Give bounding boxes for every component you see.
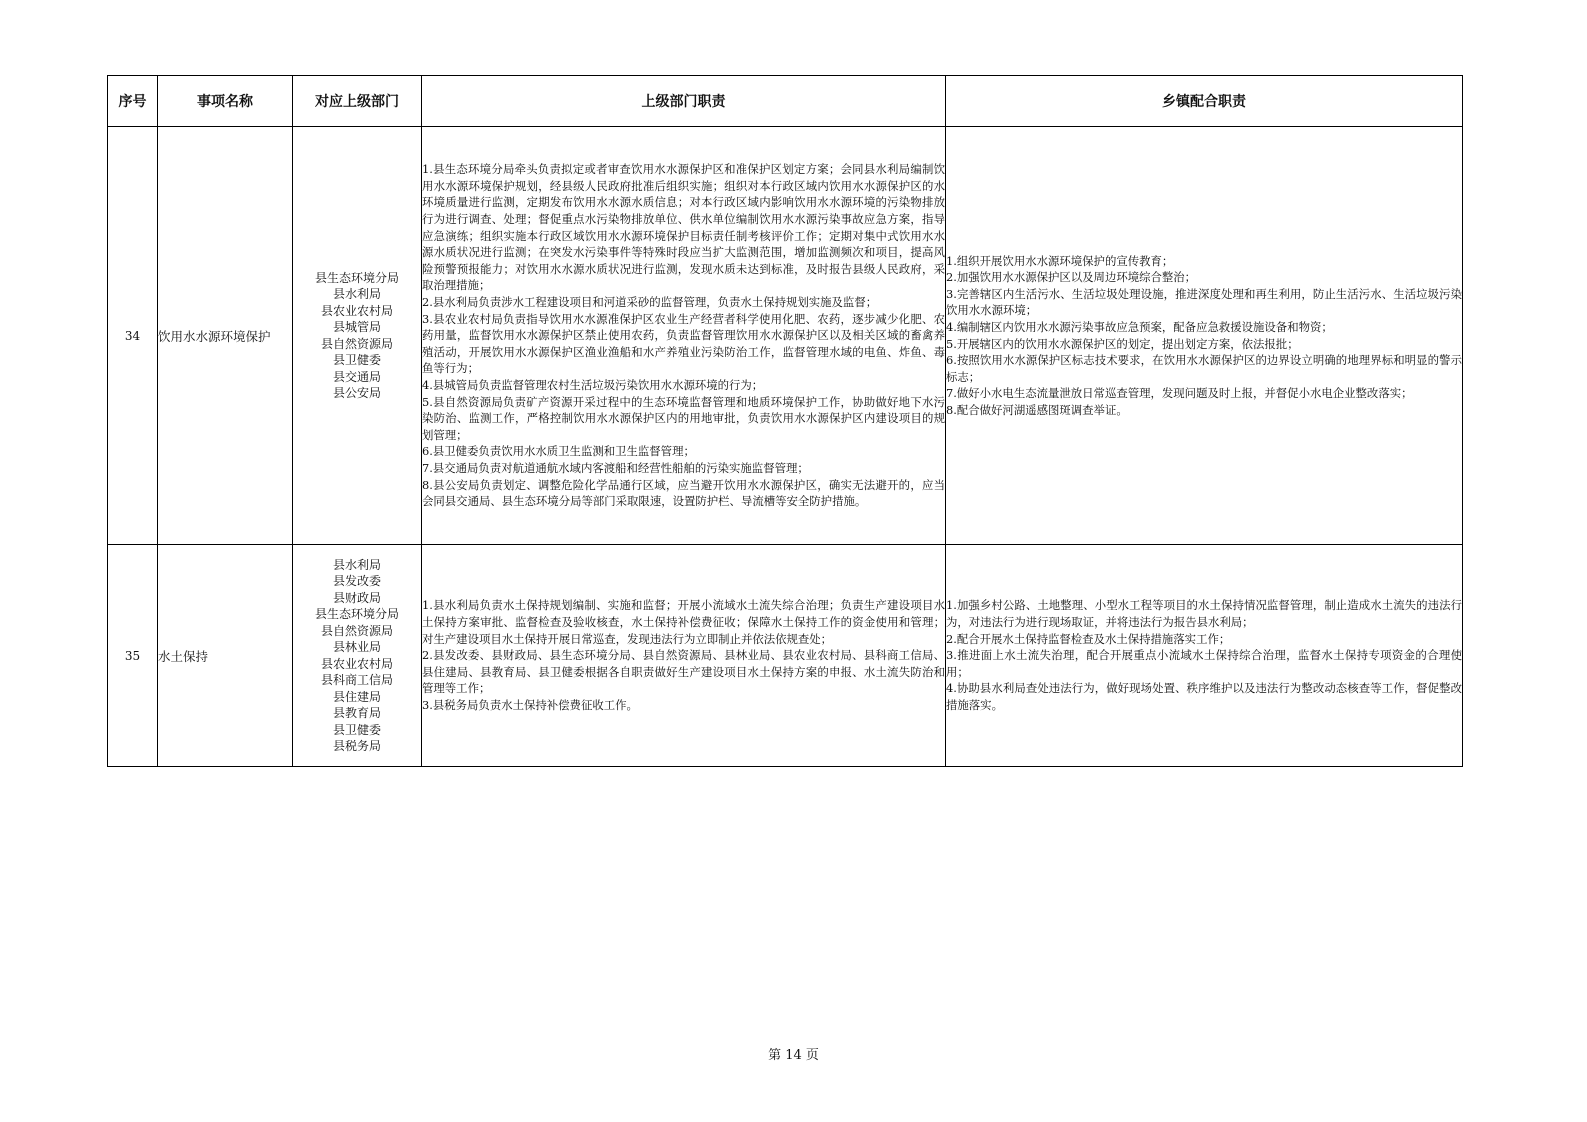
town-duties bbox=[946, 545, 1463, 767]
dept-item: 县生态环境分局 bbox=[314, 607, 399, 621]
duty-item: 7.做好小水电生态流量泄放日常巡查管理，发现问题及时上报，并督促小水电企业整改落实； bbox=[946, 386, 1413, 401]
duty-item: 1.县生态环境分局牵头负责拟定或者审查饮用水水源保护区和准保护区划定方案；会同县水利局编制饮用水水源环境保护规划，经县级人民政府批准后组织实施；组织对本行政区域内饮用水水源保护区的水环境质量进行监测，定期发布饮用水水源水质信息；对本行政区域内影响饮用水水源环境的污染物排放行为进行调查、处理；督促重点水污染物排放单位、供水单位编制饮用水水源污染事故应急方案，指导应急演练；组织实施本行政区域饮用水水源环境保护目标责任制考核评价工作；定期对集中式饮用水水源水质状况进行监测；在突发水污染事件等特殊时段应当扩大监测范围，增加监测频次和项目，提高风险预警预报能力；对饮用水水源水质状况进行监测，发现水质未达到标准，及时报告县级人民政府，采取治理措施； bbox=[422, 162, 945, 293]
dept-item: 县水利局 bbox=[332, 287, 381, 301]
dept-item: 县水利局 bbox=[332, 557, 381, 572]
dept-item: 县交通局 bbox=[332, 369, 381, 384]
dept-item: 县农业农村局 bbox=[320, 656, 393, 671]
dept-item: 县卫健委 bbox=[332, 353, 381, 367]
duty-item: 3.县农业农村局负责指导饮用水水源准保护区农业生产经营者科学使用化肥、农药，逐步减少化肥、农药用量，监督饮用水水源保护区禁止使用农药，负责监督管理饮用水水源保护区以及相关区域的畜禽养殖活动，开展饮用水水源保护区渔业渔船和水产养殖业污染防治工作，监督管理水域的电鱼、炸鱼、毒鱼等行为； bbox=[422, 311, 945, 376]
row-number: 34 bbox=[108, 127, 158, 545]
duty-item: 6.县卫健委负责饮用水水质卫生监测和卫生监督管理； bbox=[422, 444, 695, 459]
dept-item: 县公安局 bbox=[332, 386, 381, 400]
responsibility-table bbox=[107, 75, 1463, 767]
dept-item: 县自然资源局 bbox=[320, 623, 393, 638]
upper-duties bbox=[422, 545, 946, 767]
duty-item: 4.编制辖区内饮用水水源污染事故应急预案，配备应急救援设施设备和物资； bbox=[946, 319, 1333, 334]
duty-item: 7.县交通局负责对航道通航水域内客渡船和经营性船舶的污染实施监督管理； bbox=[422, 460, 809, 475]
duty-item: 1.组织开展饮用水水源环境保护的宣传教育； bbox=[946, 253, 1174, 268]
duty-item: 8.配合做好河湖遥感图斑调查举证。 bbox=[946, 402, 1128, 417]
duty-item: 2.加强饮用水水源保护区以及周边环境综合整治； bbox=[946, 270, 1197, 285]
dept-item: 县财政局 bbox=[332, 590, 381, 605]
header-dept: 对应上级部门 bbox=[293, 76, 422, 127]
upper-duties bbox=[422, 127, 946, 545]
table-row bbox=[108, 545, 1463, 767]
duty-item: 2.配合开展水土保持监督检查及水土保持措施落实工作； bbox=[946, 631, 1231, 646]
dept-list bbox=[293, 127, 422, 545]
duty-item: 1.加强乡村公路、土地整理、小型水工程等项目的水土保持情况监督管理，制止造成水土流失的违法行为，对违法行为进行现场取证，并将违法行为报告县水利局； bbox=[946, 598, 1462, 630]
dept-item: 县自然资源局 bbox=[320, 336, 393, 351]
dept-item: 县发改委 bbox=[332, 574, 381, 588]
duty-item: 2.县发改委、县财政局、县生态环境分局、县自然资源局、县林业局、县农业农村局、县科商工信局、县住建局、县教育局、县卫健委根据各自职责做好生产建设项目水土保持方案的申报、水土流失防治和管理等工作； bbox=[422, 648, 945, 696]
dept-item: 县城管局 bbox=[332, 320, 381, 334]
header-num: 序号 bbox=[108, 76, 158, 127]
duty-item: 4.协助县水利局查处违法行为，做好现场处置、秩序维护以及违法行为整改动态核查等工作，督促整改措施落实。 bbox=[946, 681, 1462, 712]
duty-item: 1.县水利局负责水土保持规划编制、实施和监督；开展小流域水土流失综合治理；负责生产建设项目水土保持方案审批、监督检查及验收核查，水土保持补偿费征收；保障水土保持工作的资金使用和管理；对生产建设项目水土保持开展日常巡查，发现违法行为立即制止并依法依规查处； bbox=[422, 598, 945, 646]
town-duties bbox=[946, 127, 1463, 545]
duty-item: 2.县水利局负责涉水工程建设项目和河道采砂的监督管理，负责水土保持规划实施及监督； bbox=[422, 295, 878, 310]
dept-item: 县教育局 bbox=[332, 706, 381, 720]
dept-item: 县卫健委 bbox=[332, 722, 381, 737]
duty-item: 8.县公安局负责划定、调整危险化学品通行区域，应当避开饮用水水源保护区，确实无法避开的，应当会同县交通局、县生态环境分局等部门采取限速，设置防护栏、导流槽等安全防护措施。 bbox=[422, 477, 945, 509]
dept-list bbox=[293, 545, 422, 767]
item-name: 水土保持 bbox=[158, 545, 293, 767]
header-town: 乡镇配合职责 bbox=[946, 76, 1463, 127]
row-number: 35 bbox=[108, 545, 158, 767]
duty-item: 3.完善辖区内生活污水、生活垃圾处理设施，推进深度处理和再生利用，防止生活污水、生活垃圾污染饮用水水源环境； bbox=[946, 286, 1462, 318]
duty-item: 3.县税务局负责水土保持补偿费征收工作。 bbox=[422, 697, 638, 712]
dept-item: 县农业农村局 bbox=[320, 303, 393, 318]
dept-item: 县生态环境分局 bbox=[314, 270, 399, 285]
item-name: 饮用水水源环境保护 bbox=[158, 127, 293, 545]
header-upper: 上级部门职责 bbox=[422, 76, 946, 127]
header-row bbox=[108, 76, 1463, 127]
duty-item: 5.县自然资源局负责矿产资源开采过程中的生态环境监督管理和地质环境保护工作，协助做好地下水污染防治、监测工作，严格控制饮用水水源保护区内的用地审批，负责饮用水水源保护区内建设项目的规划管理； bbox=[422, 394, 945, 442]
dept-item: 县林业局 bbox=[332, 640, 381, 654]
duty-item: 3.推进面上水土流失治理，配合开展重点小流域水土保持综合治理，监督水土保持专项资金的合理使用； bbox=[946, 648, 1462, 679]
duty-item: 5.开展辖区内的饮用水水源保护区的划定，提出划定方案，依法报批； bbox=[946, 336, 1299, 351]
dept-item: 县住建局 bbox=[332, 689, 381, 704]
page-number: 第 14 页 bbox=[768, 1048, 819, 1063]
duty-item: 6.按照饮用水水源保护区标志技术要求，在饮用水水源保护区的边界设立明确的地理界标和明显的警示标志； bbox=[946, 353, 1462, 384]
table-row bbox=[108, 127, 1463, 545]
dept-item: 县税务局 bbox=[332, 739, 381, 753]
dept-item: 县科商工信局 bbox=[320, 673, 393, 687]
header-name: 事项名称 bbox=[158, 76, 293, 127]
duty-item: 4.县城管局负责监督管理农村生活垃圾污染饮用水水源环境的行为； bbox=[422, 377, 764, 392]
